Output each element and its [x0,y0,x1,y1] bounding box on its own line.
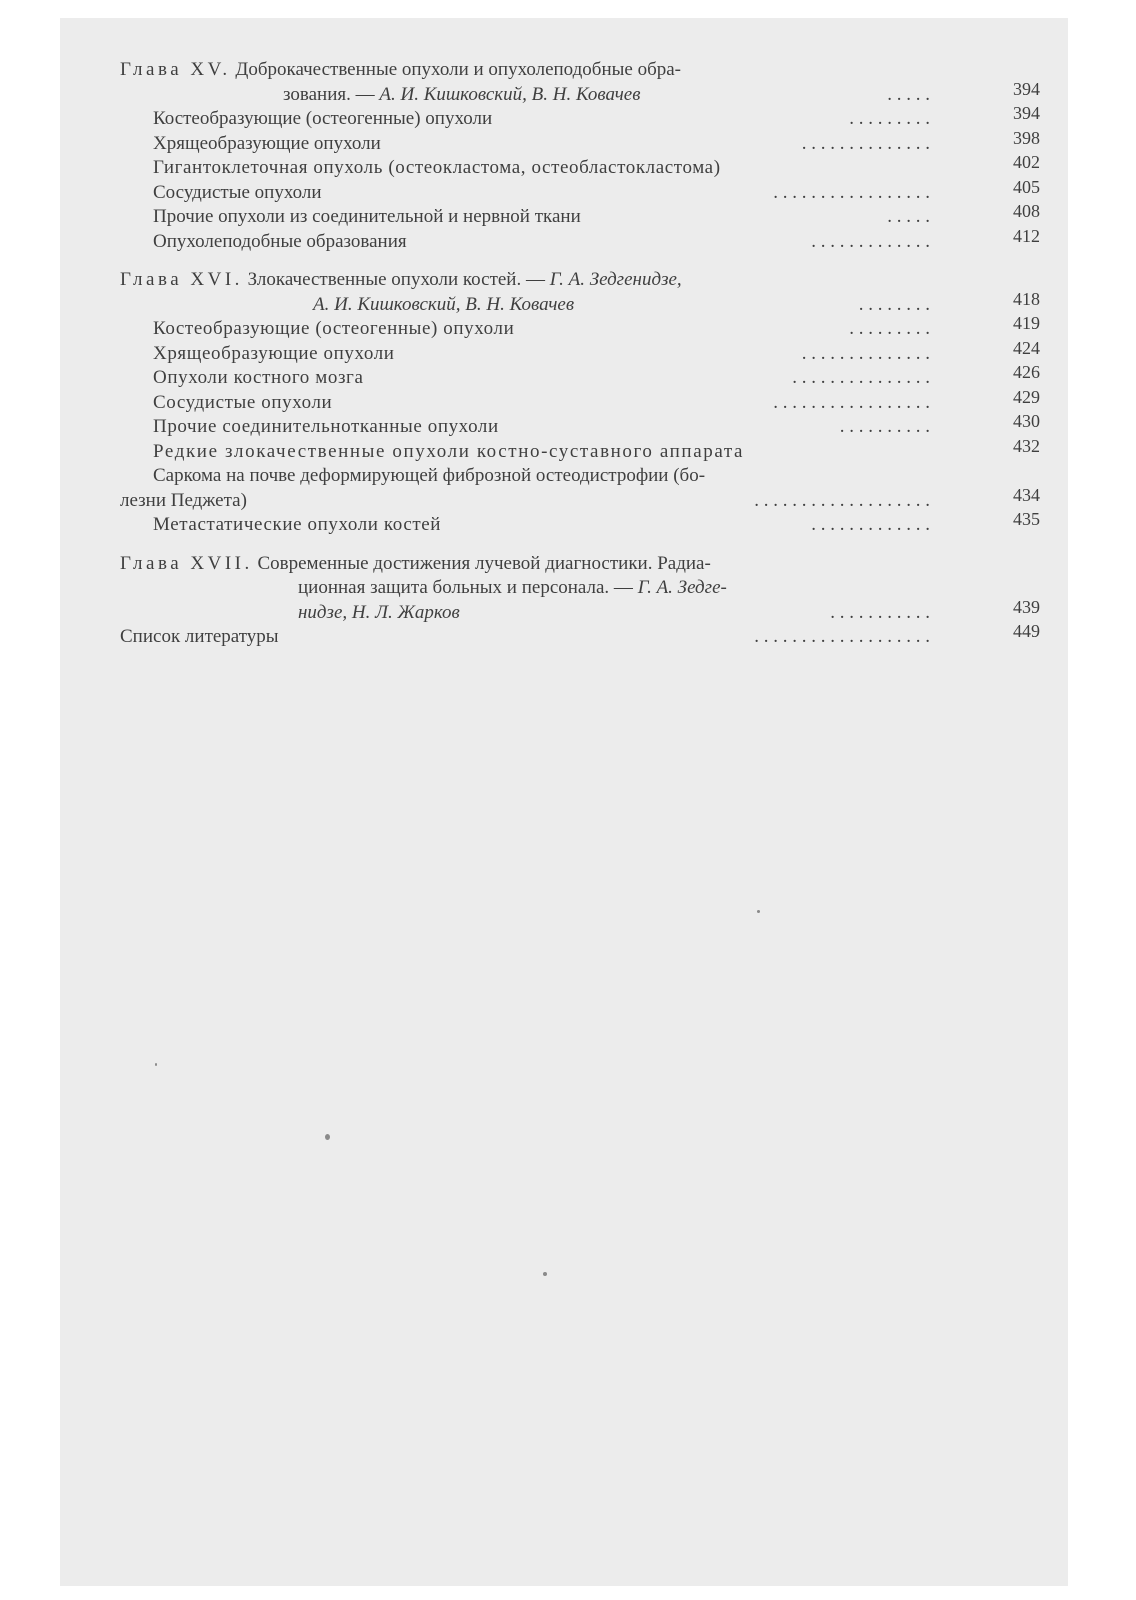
toc-entry-page: 419 [1013,313,1040,333]
toc-entry-text: Опухоли костного мозга [153,367,364,388]
toc-entry-text: Саркома на почве деформирующей фиброзной остеодистрофии (бо- [153,465,706,486]
chapter-17-heading-cont [120,576,1040,601]
chapter-17-title: Современные достижения лучевой диагностики. Радиа- [257,552,711,574]
toc-entry-page: 430 [1013,411,1040,431]
toc-entry-text: Костеобразующие (остеогенные) опухоли [153,318,515,339]
toc-entry: Прочие опухоли из соединительной и нервной ткани . . . . . 408 [120,205,1040,230]
chapter-17-heading-cont2: нидзе, Н. Л. Жарков . . . . . . . . . . . 439 [120,601,1040,626]
toc-entry-page: 412 [1013,225,1040,246]
chapter-15-title: Доброкачественные опухоли и опухолеподобные обра- [235,59,682,80]
chapter-16-authors-cont: А. И. Кишковский, В. Н. Ковачев [313,293,575,315]
chapter-15-authors: А. И. Кишковский, В. Н. Ковачев [379,83,641,105]
toc-entry: Опухолеподобные образования . . . . . . . . . . . . . 412 [120,230,1040,255]
toc-entry-page: 432 [1013,435,1040,456]
toc-entry-page: 402 [1013,152,1040,172]
bibliography-page: 449 [1013,621,1040,641]
toc-entry-text-cont: лезни Педжета) [120,489,247,511]
toc-entry-text: Редкие злокачественные опухоли костно-суставного аппарата [153,440,745,462]
toc-entry: Метастатические опухоли костей . . . . . . . . . . . . . 435 [120,513,1040,538]
chapter-15-heading-cont: зования. — А. И. Кишковский, В. Н. Ковачев . . . . . 394 [283,78,1040,105]
chapter-17-label: Глава XVII. [120,552,253,574]
toc-entry-page: 429 [1013,386,1040,407]
toc-entry-page: 426 [1013,362,1040,382]
chapter-15-label: Глава XV. [120,59,231,80]
toc-entry: Костеобразующие (остеогенные) опухоли . . . . . . . . . 419 [120,317,1040,342]
toc-entry-page: 394 [1013,103,1040,123]
toc-entry-page: 398 [1013,127,1040,148]
toc-entry-page: 434 [1013,484,1040,505]
chapter-17-title-cont: ционная защита больных и персонала. — [298,577,638,598]
toc-entry: Сосудистые опухоли . . . . . . . . . . . . . . . . . 405 [120,181,1040,206]
chapter-17-heading [120,552,1040,577]
toc-entry: Костеобразующие (остеогенные) опухоли . . . . . . . . . 394 [120,107,1040,132]
chapter-16-heading [120,268,1040,293]
scan-speck [155,1063,157,1066]
toc-entry-page: 424 [1013,337,1040,358]
toc-entry-page: 435 [1013,509,1040,529]
toc-entry [120,152,1040,181]
toc-entry: Хрящеобразующие опухоли . . . . . . . . . . . . . . 424 [120,342,1040,367]
toc-entry-text: Метастатические опухоли костей [153,514,442,535]
toc-entry-page: 408 [1013,201,1040,221]
chapter-16-page: 418 [1013,288,1040,309]
chapter-17-authors: Г. А. Зедге- [637,577,727,598]
chapter-15-heading [120,58,1040,83]
toc-entry: Прочие соединительнотканные опухоли . . . . . . . . . . 430 [120,415,1040,440]
chapter-17-authors-cont: нидзе, Н. Л. Жарков [298,601,460,623]
toc-entry [120,435,1040,465]
table-of-contents [120,58,1040,650]
toc-entry-text: Костеобразующие (остеогенные) опухоли [153,108,493,129]
toc-entry-text: Хрящеобразующие опухоли [153,342,395,364]
chapter-16-title: Злокачественные опухоли костей. — [247,269,550,290]
toc-entry-text: Опухолеподобные образования [153,230,407,252]
chapter-16-authors: Г. А. Зедгенидзе, [549,269,682,290]
bibliography-entry: Список литературы . . . . . . . . . . . . . . . . . . . 449 [120,625,1040,650]
bibliography-text: Список литературы [120,626,279,647]
scan-speck [325,1134,330,1140]
toc-entry: Опухоли костного мозга . . . . . . . . . . . . . . . 426 [120,366,1040,391]
toc-entry-text: Хрящеобразующие опухоли [153,132,381,154]
toc-entry-text: Сосудистые опухоли [153,391,333,413]
scan-speck [543,1272,547,1276]
chapter-16-label: Глава XVI. [120,269,243,290]
toc-entry: Сосудистые опухоли . . . . . . . . . . . . . . . . . 429 [120,391,1040,416]
scan-speck [757,910,760,913]
toc-entry-text: Прочие опухоли из соединительной и нервной ткани [153,206,581,227]
toc-entry: Хрящеобразующие опухоли . . . . . . . . . . . . . . 398 [120,132,1040,157]
chapter-15-title-cont: зования. — [283,83,380,105]
toc-entry-text: Гигантоклеточная опухоль (остеокластома, остеобластокластома) [153,157,721,178]
toc-entry-text: Сосудистые опухоли [153,181,322,203]
chapter-16-heading-cont: А. И. Кишковский, В. Н. Ковачев . . . . . . . . 418 [120,293,1040,318]
chapter-17-page: 439 [1013,596,1040,617]
toc-entry [120,464,1040,489]
toc-entry-cont: лезни Педжета) . . . . . . . . . . . . . . . . . . . 434 [120,489,1040,514]
toc-entry-page: 405 [1013,176,1040,197]
chapter-15-page: 394 [1013,78,1040,99]
toc-entry-text: Прочие соединительнотканные опухоли [153,416,499,437]
